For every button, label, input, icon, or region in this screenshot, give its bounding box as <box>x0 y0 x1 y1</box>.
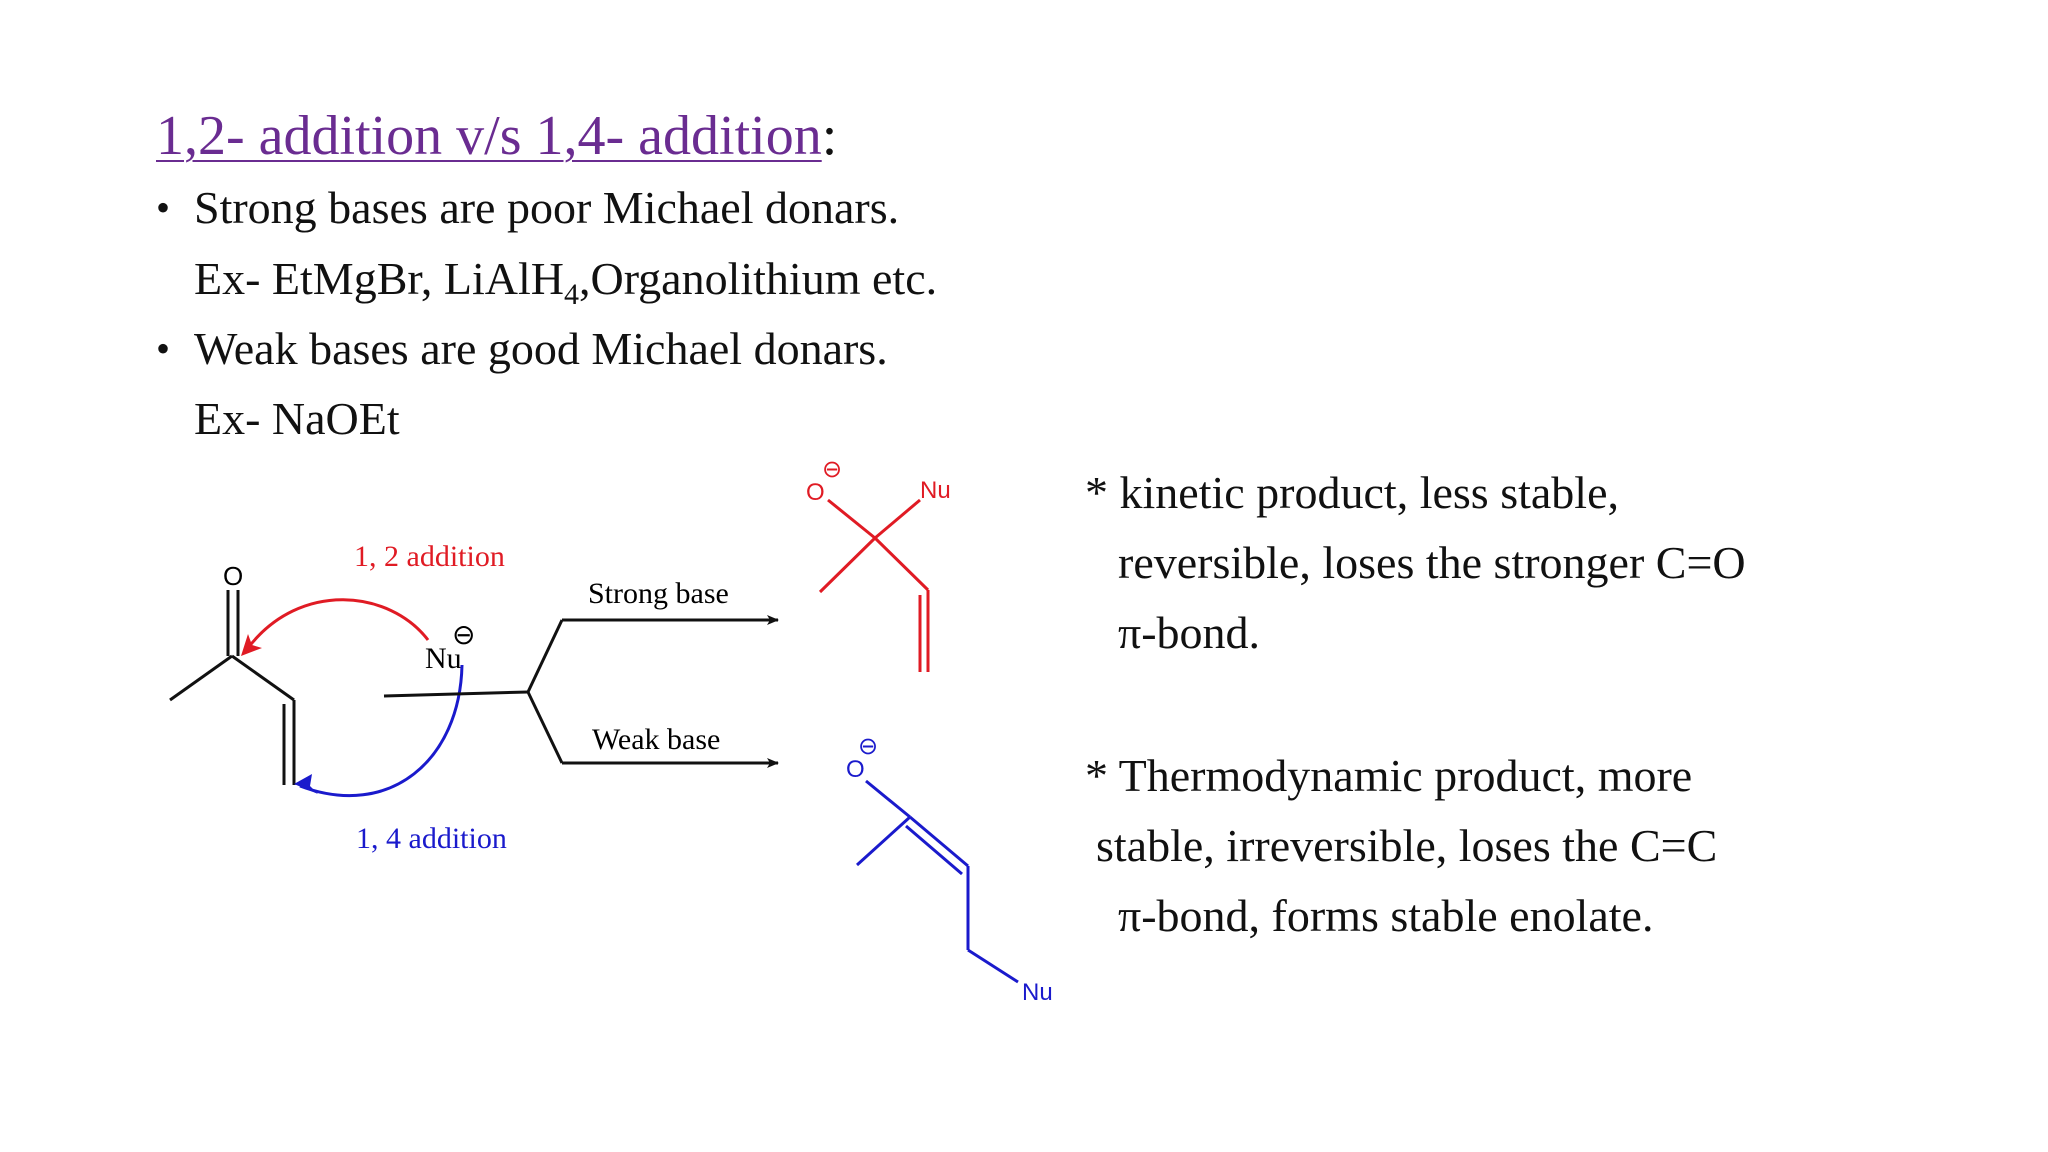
bullet-dot: • <box>156 326 171 371</box>
product-12-nucleophile: Nu <box>920 477 951 504</box>
enone-structure <box>170 590 294 785</box>
nucleophile-charge-icon: ⊖ <box>452 619 476 650</box>
arrow-14-addition <box>300 665 462 796</box>
arrow-12-addition <box>248 600 428 648</box>
example-suffix: ,Organolithium etc. <box>578 253 938 304</box>
enone-oxygen-label: O <box>223 561 244 591</box>
example-text: Ex- NaOEt <box>194 393 400 444</box>
product-12-structure <box>820 500 928 672</box>
product-14-nucleophile: Nu <box>1022 979 1053 1006</box>
strong-base-label: Strong base <box>588 577 729 610</box>
product-14-oxygen: O <box>846 756 865 783</box>
product-14-structure <box>857 781 1018 982</box>
product-12-charge-icon: ⊖ <box>822 456 843 483</box>
product-14-charge-icon: ⊖ <box>858 733 879 760</box>
kinetic-note-line-3: π-bond. <box>1118 607 1261 658</box>
kinetic-note-line-2: reversible, loses the stronger C=O <box>1118 537 1746 588</box>
kinetic-note-line-1: * kinetic product, less stable, <box>1085 467 1619 518</box>
nucleophile-label: Nu <box>425 642 462 675</box>
label-12-addition: 1, 2 addition <box>354 540 505 573</box>
title-colon: : <box>821 105 838 167</box>
example-subscript: 4 <box>563 278 579 311</box>
thermo-note-line-1: * Thermodynamic product, more <box>1085 750 1693 801</box>
thermo-note-line-3: π-bond, forms stable enolate. <box>1118 890 1654 941</box>
product-12-oxygen: O <box>806 479 825 506</box>
bullet-text: Strong bases are poor Michael donars. <box>194 182 900 233</box>
weak-base-label: Weak base <box>592 723 721 756</box>
title-underlined-text: 1,2- addition v/s 1,4- addition <box>156 105 822 167</box>
bullet-dot: • <box>156 185 171 230</box>
arrowhead-14 <box>294 774 318 794</box>
thermo-note-line-2: stable, irreversible, loses the C=C <box>1096 820 1718 871</box>
example-prefix: Ex- EtMgBr, LiAlH <box>194 253 564 304</box>
bullet-text: Weak bases are good Michael donars. <box>194 323 888 374</box>
label-14-addition: 1, 4 addition <box>356 822 507 855</box>
